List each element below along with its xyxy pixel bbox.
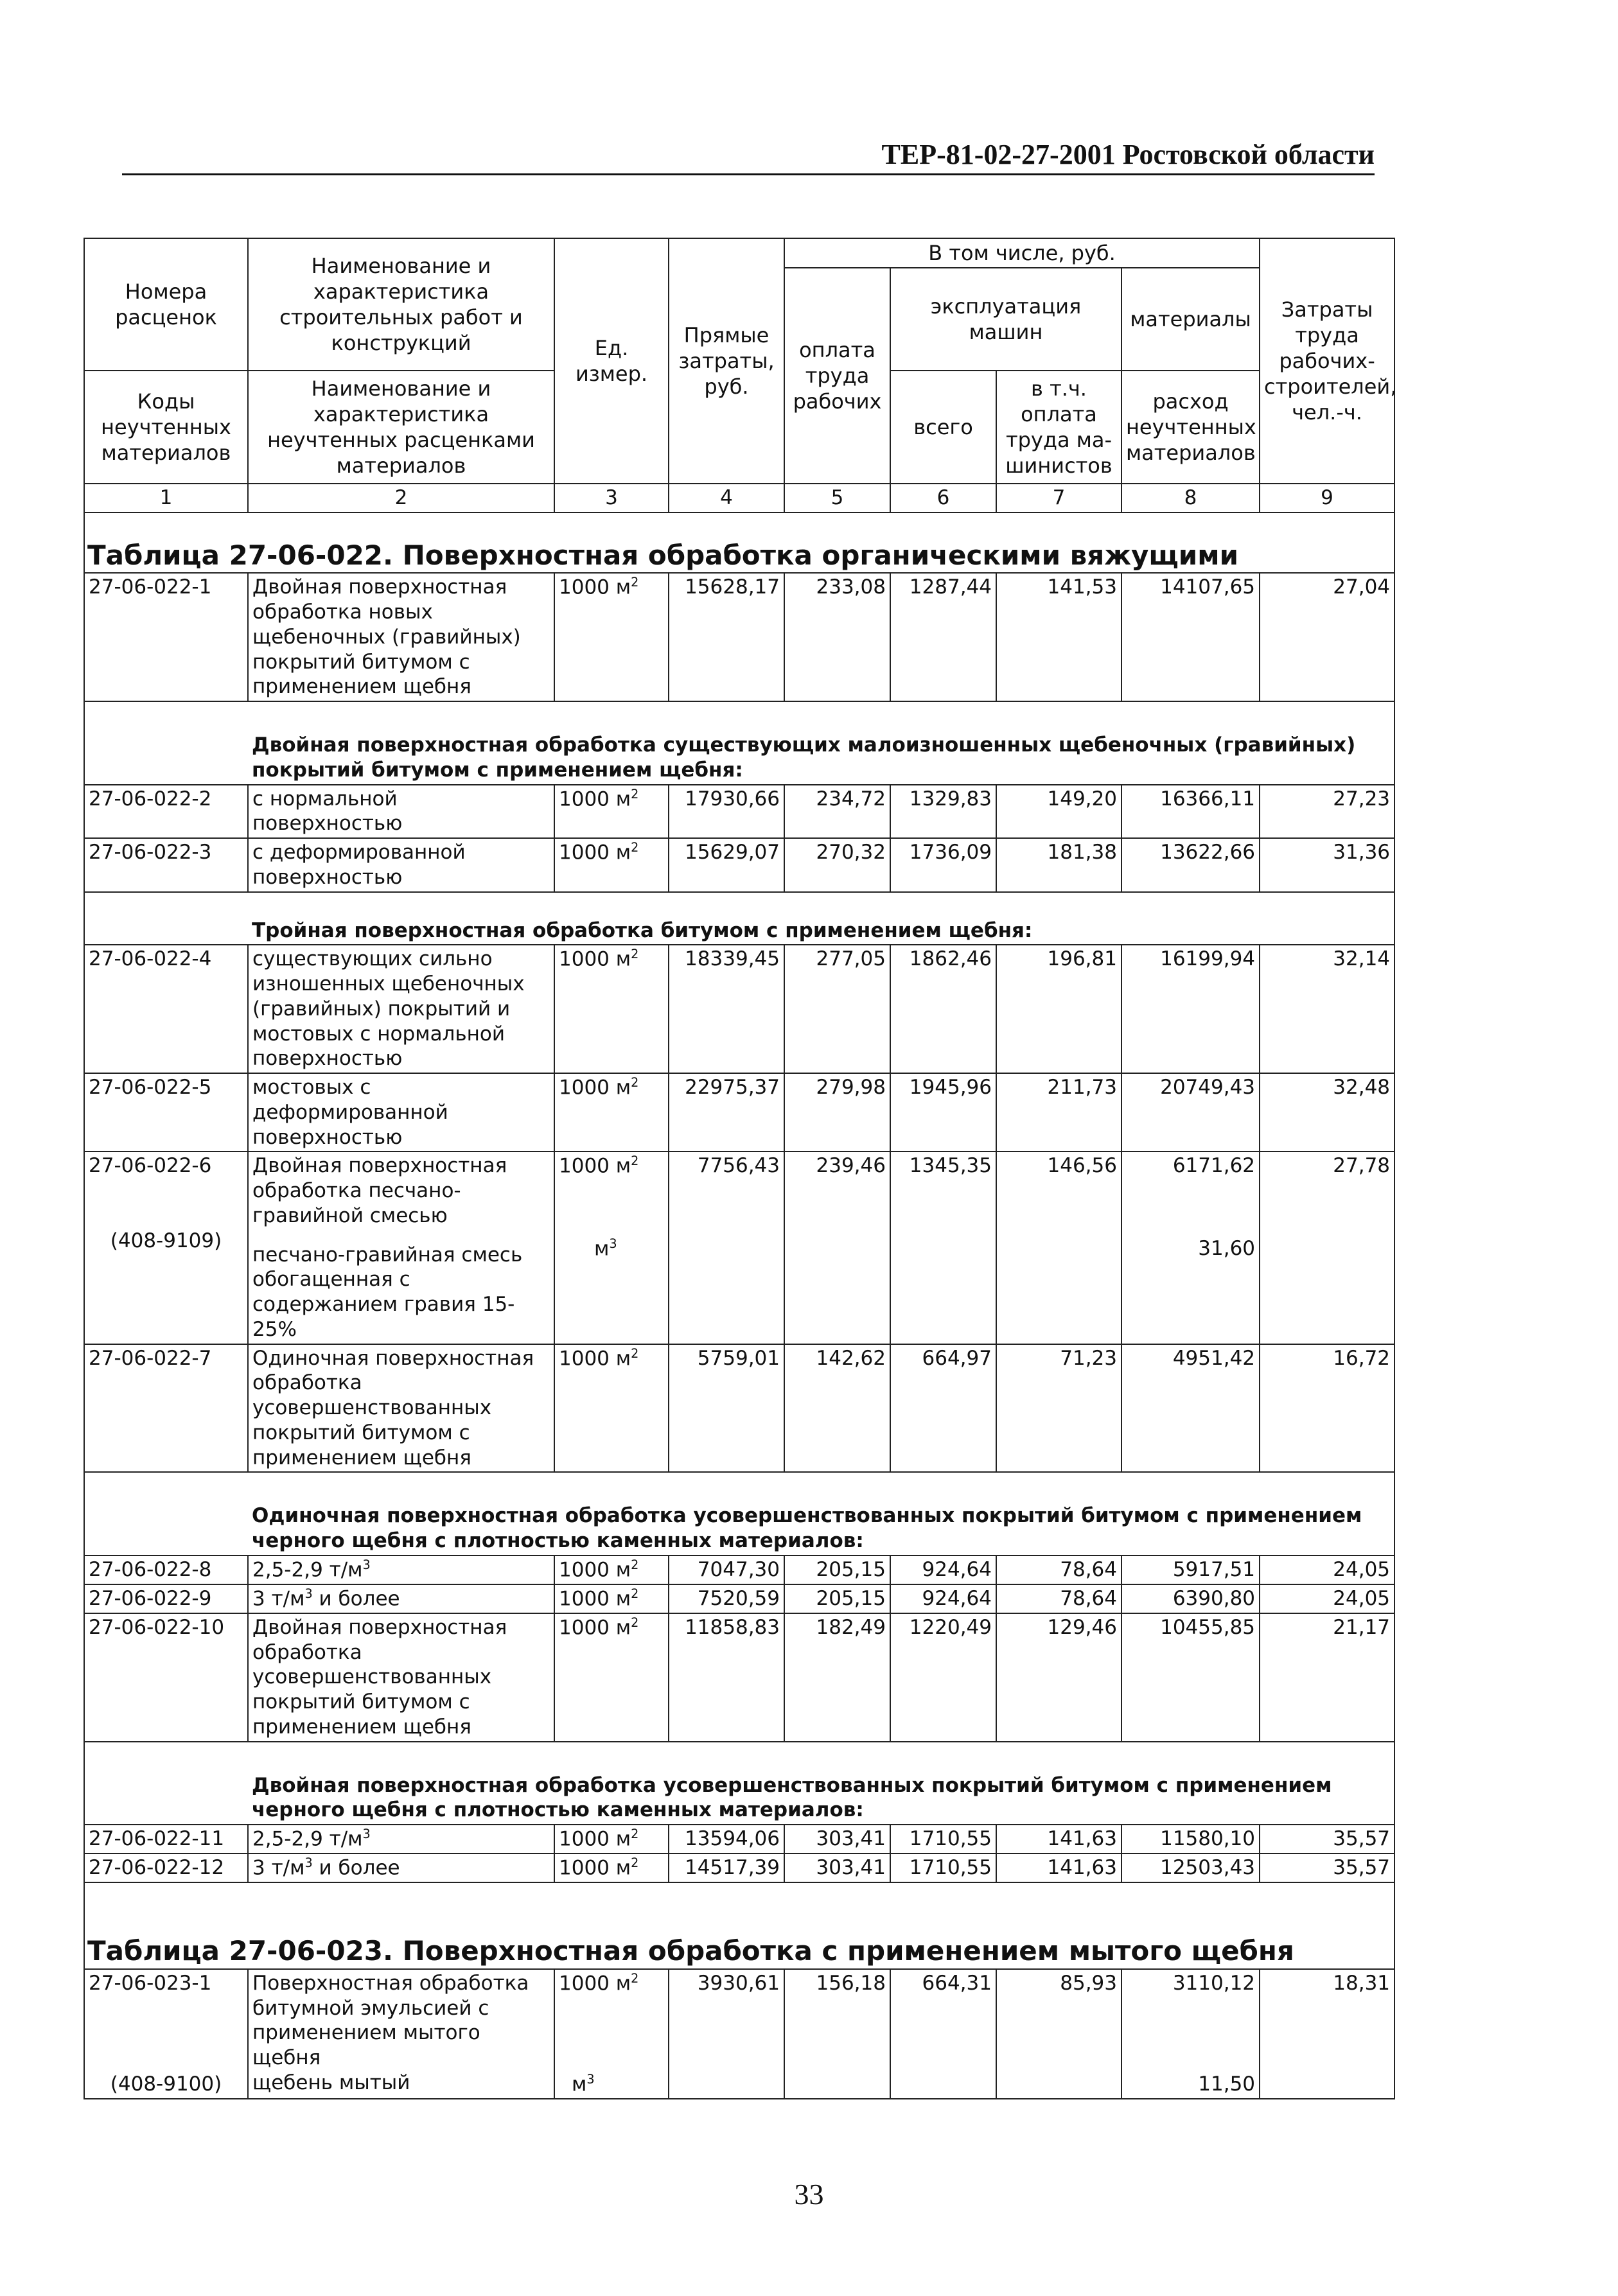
operator-pay: 211,73	[996, 1073, 1121, 1152]
material-consumption: 11,50	[1198, 2072, 1256, 2096]
operator-pay: 196,81	[996, 945, 1121, 1073]
rate-code: 27-06-022-11	[84, 1825, 248, 1853]
machines-total: 1220,49	[890, 1613, 996, 1742]
col-number: 7	[996, 484, 1121, 513]
direct-cost: 13594,06	[669, 1825, 784, 1853]
column-numbers-row	[84, 484, 1394, 513]
col-direct-header: Прямые затраты, руб.	[669, 238, 784, 484]
labor-hours: 27,04	[1260, 573, 1394, 701]
direct-cost: 7756,43	[669, 1152, 784, 1344]
table-row	[84, 1073, 1394, 1152]
page-number: 33	[794, 2178, 824, 2211]
table-row	[84, 1613, 1394, 1742]
machines-total: 1862,46	[890, 945, 996, 1073]
table-row	[84, 573, 1394, 701]
labor-pay: 303,41	[784, 1853, 890, 1882]
col-number: 4	[669, 484, 784, 513]
table-row	[84, 1853, 1394, 1882]
machines-total: 1945,96	[890, 1073, 996, 1152]
labor-pay: 234,72	[784, 785, 890, 839]
labor-pay: 270,32	[784, 838, 890, 892]
table-row	[84, 785, 1394, 839]
work-name: Одиночная поверхностная обработка усовершенствованных покрытий битумом с применением щебня	[248, 1344, 554, 1473]
labor-pay: 277,05	[784, 945, 890, 1073]
work-name: с нормальной поверхностью	[248, 785, 554, 839]
table-row	[84, 1969, 1394, 2099]
direct-cost: 3930,61	[669, 1969, 784, 2099]
labor-pay: 156,18	[784, 1969, 890, 2099]
labor-hours: 21,17	[1260, 1613, 1394, 1742]
unit-cell: 1000 $м^2$	[554, 1613, 669, 1742]
header-row-1	[84, 238, 1394, 268]
table-row	[84, 945, 1394, 1073]
table-022-title: Таблица 27-06-022. Поверхностная обработка органическими вяжущими	[84, 513, 1394, 574]
labor-hours: 32,48	[1260, 1073, 1394, 1152]
operator-pay: 78,64	[996, 1555, 1121, 1584]
col-labor-cost-header: Затраты труда рабочих-строителей, чел.-ч.	[1260, 238, 1394, 484]
direct-cost: 7520,59	[669, 1584, 784, 1613]
rate-code: 27-06-022-8	[84, 1555, 248, 1584]
machines-total: 1287,44	[890, 573, 996, 701]
rate-code: 27-06-022-4	[84, 945, 248, 1073]
rate-code: 27-06-022-2	[84, 785, 248, 839]
direct-cost: 14517,39	[669, 1853, 784, 1882]
work-name: 3 $т/м^3$ и более	[248, 1584, 554, 1613]
col-codes-header-bottom: Коды неучтенных материалов	[84, 371, 248, 484]
materials-cost: 20749,43	[1121, 1073, 1260, 1152]
materials-cost: 3110,12 11,50	[1121, 1969, 1260, 2099]
rate-code: 27-06-022-5	[84, 1073, 248, 1152]
rate-code: 27-06-022-9	[84, 1584, 248, 1613]
subheading-row	[84, 892, 1394, 945]
col-machines-header: эксплуатация машин	[890, 268, 1121, 371]
direct-cost: 15628,17	[669, 573, 784, 701]
work-name: Поверхностная обработка битумной эмульсией с применением мытого щебня щебень мытый	[248, 1969, 554, 2099]
labor-hours: 24,05	[1260, 1584, 1394, 1613]
direct-cost: 22975,37	[669, 1073, 784, 1152]
materials-cost: 14107,65	[1121, 573, 1260, 701]
labor-pay: 142,62	[784, 1344, 890, 1473]
rate-code: 27-06-022-6 (408-9109)	[84, 1152, 248, 1344]
work-name: мостовых с деформированной поверхностью	[248, 1073, 554, 1152]
machines-total: 1345,35	[890, 1152, 996, 1344]
table-023-title: Таблица 27-06-023. Поверхностная обработка с применением мытого щебня	[84, 1882, 1394, 1969]
work-name: Двойная поверхностная обработка новых щебеночных (гравийных) покрытий битумом с применением щебня	[248, 573, 554, 701]
materials-cost: 6171,62 31,60	[1121, 1152, 1260, 1344]
labor-pay: 303,41	[784, 1825, 890, 1853]
unit-cell: 1000 $м^2$	[554, 1344, 669, 1473]
operator-pay: 85,93	[996, 1969, 1121, 2099]
col-number: 3	[554, 484, 669, 513]
operator-pay: 181,38	[996, 838, 1121, 892]
materials-cost: 12503,43	[1121, 1853, 1260, 1882]
materials-cost: 6390,80	[1121, 1584, 1260, 1613]
unit-cell: 1000 $м^2$	[554, 945, 669, 1073]
work-name: Двойная поверхностная обработка песчано-гравийной смесью песчано-гравийная смесь обогащенная с содержанием гравия 15-25%	[248, 1152, 554, 1344]
materials-cost: 16199,94	[1121, 945, 1260, 1073]
direct-cost: 11858,83	[669, 1613, 784, 1742]
col-incl-header: В том числе, руб.	[784, 238, 1260, 268]
subheading-row	[84, 1472, 1394, 1555]
work-name: 2,5-2,9 $т/м^3$	[248, 1555, 554, 1584]
materials-cost: 13622,66	[1121, 838, 1260, 892]
unit-cell: 1000 $м^2$	[554, 1853, 669, 1882]
labor-hours: 35,57	[1260, 1853, 1394, 1882]
unit-cell: 1000 $м^2$	[554, 573, 669, 701]
table-title-row	[84, 1882, 1394, 1969]
col-materials-header: материалы	[1121, 268, 1260, 371]
direct-cost: 18339,45	[669, 945, 784, 1073]
rate-code: 27-06-022-10	[84, 1613, 248, 1742]
material-consumption: 31,60	[1198, 1237, 1256, 1260]
subheading: Двойная поверхностная обработка усовершенствованных покрытий битумом с применением черного щебня с плотностью каменных материалов:	[84, 1742, 1394, 1825]
table-row	[84, 1584, 1394, 1613]
labor-pay: 233,08	[784, 573, 890, 701]
col-codes-header: Номера расценок	[84, 238, 248, 371]
material-code: (408-9100)	[110, 2072, 222, 2096]
col-name-header: Наименование и характеристика строительных работ и конструкций	[248, 238, 554, 371]
work-name: с деформированной поверхностью	[248, 838, 554, 892]
unit-cell: 1000 $м^2$	[554, 1584, 669, 1613]
labor-pay: 279,98	[784, 1073, 890, 1152]
rate-code: 27-06-023-1 (408-9100)	[84, 1969, 248, 2099]
materials-cost: 10455,85	[1121, 1613, 1260, 1742]
materials-cost: 11580,10	[1121, 1825, 1260, 1853]
labor-pay: 239,46	[784, 1152, 890, 1344]
labor-pay: 205,15	[784, 1584, 890, 1613]
col-unit-header: Ед. измер.	[554, 238, 669, 484]
materials-cost: 16366,11	[1121, 785, 1260, 839]
table-row	[84, 838, 1394, 892]
col-number: 2	[248, 484, 554, 513]
material-code: (408-9109)	[110, 1229, 222, 1252]
unit-cell: 1000 $м^2$	[554, 838, 669, 892]
rate-code: 27-06-022-12	[84, 1853, 248, 1882]
work-name: 2,5-2,9 $т/м^3$	[248, 1825, 554, 1853]
col-labor-pay-header: оплата труда рабочих	[784, 268, 890, 484]
unit-cell: 1000 $м^2$ $м^3$	[554, 1969, 669, 2099]
machines-total: 664,31	[890, 1969, 996, 2099]
col-number: 8	[1121, 484, 1260, 513]
materials-cost: 4951,42	[1121, 1344, 1260, 1473]
labor-hours: 32,14	[1260, 945, 1394, 1073]
labor-hours: 35,57	[1260, 1825, 1394, 1853]
work-name: Двойная поверхностная обработка усовершенствованных покрытий битумом с применением щебня	[248, 1613, 554, 1742]
labor-pay: 205,15	[784, 1555, 890, 1584]
operator-pay: 141,63	[996, 1853, 1121, 1882]
document-code: ТЕР-81-02-27-2001 Ростовской области	[881, 139, 1375, 170]
material-name: щебень мытый	[252, 2071, 410, 2094]
direct-cost: 15629,07	[669, 838, 784, 892]
operator-pay: 149,20	[996, 785, 1121, 839]
running-header	[122, 139, 1375, 175]
operator-pay: 141,53	[996, 573, 1121, 701]
unit-cell: 1000 $м^2$	[554, 1073, 669, 1152]
machines-total: 924,64	[890, 1584, 996, 1613]
table-title-row	[84, 513, 1394, 574]
rate-code: 27-06-022-3	[84, 838, 248, 892]
table-row	[84, 1555, 1394, 1584]
work-name: 3 $т/м^3$ и более	[248, 1853, 554, 1882]
col-number: 1	[84, 484, 248, 513]
machines-total: 1736,09	[890, 838, 996, 892]
machines-total: 1710,55	[890, 1853, 996, 1882]
operator-pay: 146,56	[996, 1152, 1121, 1344]
col-number: 6	[890, 484, 996, 513]
unit-cell: 1000 $м^2$ $м^3$	[554, 1152, 669, 1344]
subheading-row	[84, 701, 1394, 785]
work-name: существующих сильно изношенных щебеночных (гравийных) покрытий и мостовых с нормальной поверхностью	[248, 945, 554, 1073]
subheading: Двойная поверхностная обработка существующих малоизношенных щебеночных (гравийных) покрытий битумом с применением щебня:	[84, 701, 1394, 785]
rate-code: 27-06-022-7	[84, 1344, 248, 1473]
labor-hours: 31,36	[1260, 838, 1394, 892]
subheading: Тройная поверхностная обработка битумом с применением щебня:	[84, 892, 1394, 945]
labor-hours: 27,23	[1260, 785, 1394, 839]
rate-code: 27-06-022-1	[84, 573, 248, 701]
subheading: Одиночная поверхностная обработка усовершенствованных покрытий битумом с применением черного щебня с плотностью каменных материалов:	[84, 1472, 1394, 1555]
col-number: 5	[784, 484, 890, 513]
machines-total: 1329,83	[890, 785, 996, 839]
col-machines-total-header: всего	[890, 371, 996, 484]
material-name: песчано-гравийная смесь обогащенная с содержанием гравия 15-25%	[252, 1243, 523, 1341]
direct-cost: 5759,01	[669, 1344, 784, 1473]
unit-cell: 1000 $м^2$	[554, 1555, 669, 1584]
operator-pay: 78,64	[996, 1584, 1121, 1613]
machines-total: 664,97	[890, 1344, 996, 1473]
table-row	[84, 1344, 1394, 1473]
direct-cost: 17930,66	[669, 785, 784, 839]
labor-hours: 24,05	[1260, 1555, 1394, 1584]
machines-total: 1710,55	[890, 1825, 996, 1853]
table-row	[84, 1825, 1394, 1853]
machines-total: 924,64	[890, 1555, 996, 1584]
labor-hours: 16,72	[1260, 1344, 1394, 1473]
unit-cell: 1000 $м^2$	[554, 785, 669, 839]
unit-cell: 1000 $м^2$	[554, 1825, 669, 1853]
col-name-header-bottom: Наименование и характеристика неучтенных расценками материалов	[248, 371, 554, 484]
operator-pay: 71,23	[996, 1344, 1121, 1473]
operator-pay: 129,46	[996, 1613, 1121, 1742]
labor-pay: 182,49	[784, 1613, 890, 1742]
materials-cost: 5917,51	[1121, 1555, 1260, 1584]
table-row	[84, 1152, 1394, 1344]
price-table	[84, 238, 1395, 2099]
col-machines-operator-header: в т.ч. оплата труда ма-шинистов	[996, 371, 1121, 484]
operator-pay: 141,63	[996, 1825, 1121, 1853]
labor-hours: 18,31	[1260, 1969, 1394, 2099]
direct-cost: 7047,30	[669, 1555, 784, 1584]
col-materials-sub-header: расход неучтенных материалов	[1121, 371, 1260, 484]
labor-hours: 27,78	[1260, 1152, 1394, 1344]
col-number: 9	[1260, 484, 1394, 513]
subheading-row	[84, 1742, 1394, 1825]
